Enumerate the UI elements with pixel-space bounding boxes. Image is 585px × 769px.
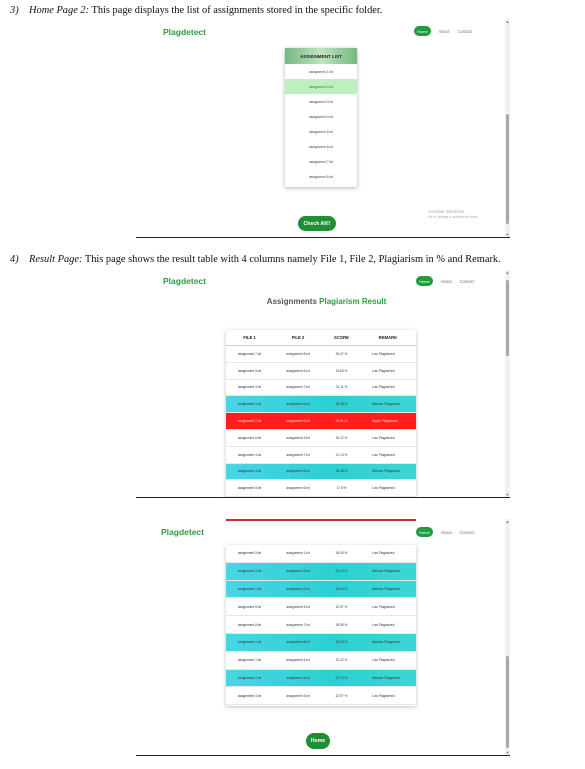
section-caption-result-page [10,253,501,266]
cell-file-1: assignment 6.txt [237,435,262,440]
cell-file-1: assignment 3.txt [237,402,262,407]
cell-file-1: assignment 8.txt [237,486,262,491]
assignment-list-item[interactable]: assignment 7.txt [308,159,333,164]
cell-file-1: assignment 4.txt [237,693,262,698]
table-body [226,545,416,705]
cell-remark: Low Plagiarized [372,693,395,698]
column-header-score: SCORE [334,335,349,340]
assignment-list-heading: ASSIGNMENT LIST [285,48,357,64]
cell-file-1: assignment 5.txt [237,551,262,556]
cell-score: 22.97 % [335,604,348,609]
cell-file-2: assignment 2.txt [286,586,310,591]
result-page-screenshot [148,270,510,497]
scroll-down-arrow-icon[interactable]: ▼ [505,232,510,237]
screenshot-baseline [136,237,510,238]
cell-file-2: assignment 6.txt [286,486,310,491]
cell-file-2: assignment 8.txt [286,640,310,645]
cell-score: 13.63 % [335,368,348,373]
cell-file-1: assignment 5.txt [237,368,262,373]
cell-score: 63.38 % [335,469,348,474]
cell-score: 21.11 % [335,385,348,390]
cell-file-1: assignment 3.txt [237,385,262,390]
table-row [226,545,416,563]
table-top-edge [226,519,416,521]
assignment-list-items [285,64,357,184]
top-nav [416,527,474,537]
cell-remark: Low Plagiarized [372,385,395,390]
cell-file-2: assignment 5.txt [286,693,310,698]
cell-remark: Medium Plagiarized [372,469,400,474]
section-title: Home Page 2: [29,5,90,16]
cell-score: 22.97 % [335,693,348,698]
scrollbar-thumb[interactable] [506,114,509,224]
table-row [226,363,416,380]
table-row [226,346,416,363]
table-row [226,687,416,705]
cell-remark: Highly Plagiarized [372,419,398,424]
cell-score: 64.94 % [335,586,348,591]
home-button[interactable]: Home [306,733,330,749]
cell-file-2: assignment 5.txt [286,604,310,609]
nav-home-button[interactable]: Home [416,276,433,286]
section-title: Result Page: [29,254,83,265]
table-row [226,581,416,599]
title-accent: Plagiarism Result [319,297,387,306]
cell-file-2: assignment 5.txt [286,419,310,424]
table-row [226,447,416,464]
page-scrollbar[interactable] [505,19,510,237]
cell-score: 31.22 % [335,658,348,663]
cell-file-2: assignment 7.txt [286,452,310,457]
cell-remark: Low Plagiarized [372,368,395,373]
cell-remark: Low Plagiarized [372,351,395,356]
cell-score: 26.00 % [335,551,348,556]
assignment-list-panel [285,48,357,187]
screenshot-baseline [136,755,510,756]
table-body [226,346,416,497]
cell-remark: Medium Plagiarized [372,569,400,574]
section-text: This page shows the result table with 4 columns namely File 1, File 2, Plagiarism in % and Remark. [82,254,501,265]
result-page-scrolled-screenshot [148,519,510,755]
page-scrollbar[interactable] [505,519,510,755]
nav-home-button[interactable]: Home [416,527,433,537]
scrollbar-thumb[interactable] [506,280,509,356]
cell-file-2: assignment 7.txt [286,622,310,627]
cell-remark: Medium Plagiarized [372,402,400,407]
cell-file-1: assignment 1.txt [237,640,262,645]
activate-windows-watermark [428,209,478,220]
plagiarism-result-table [226,330,416,497]
section-text: This page displays the list of assignments stored in the specific folder. [89,5,383,16]
cell-score: 63.60 % [335,640,348,645]
cell-file-2: assignment 7.txt [286,385,310,390]
cell-remark: Medium Plagiarized [372,675,400,680]
result-page-title [148,297,505,306]
table-row [226,396,416,413]
cell-file-1: assignment 1.txt [237,658,262,663]
brand-logo[interactable]: Plagdetect [163,27,206,37]
table-row [226,413,416,430]
table-header-row [226,330,416,346]
cell-score: 90.91 % [335,419,348,424]
cell-remark: Low Plagiarized [372,604,395,609]
nav-about-link[interactable]: About [440,529,452,535]
assignment-list-item[interactable]: assignment 6.txt [308,144,333,149]
cell-file-2: assignment 5.txt [286,351,310,356]
assignment-list-item[interactable]: assignment 8.txt [308,174,333,179]
title-plain: Assignments [266,297,317,306]
scroll-up-arrow-icon[interactable]: ▲ [505,19,510,24]
table-row [226,634,416,652]
table-row [226,616,416,634]
cell-file-2: assignment 6.txt [286,469,310,474]
scrollbar-thumb[interactable] [506,656,509,748]
plagiarism-result-table-scrolled [226,545,416,706]
cell-remark: Low Plagiarized [372,658,395,663]
nav-home-button[interactable]: Home [414,26,431,36]
brand-logo[interactable]: Plagdetect [161,527,204,537]
cell-file-2: assignment 3.txt [286,435,310,440]
nav-contact-link[interactable]: Contact [459,278,475,284]
section-number: 4) [10,254,19,265]
cell-file-2: assignment 1.txt [286,551,310,556]
table-row [226,430,416,447]
assignment-list-item[interactable]: assignment 1.txt [308,69,333,74]
cell-file-1: assignment 4.txt [237,452,262,457]
cell-file-1: assignment 2.txt [237,419,262,424]
table-row [226,480,416,497]
cell-file-1: assignment 7.txt [237,351,262,356]
cell-remark: Low Plagiarized [372,622,395,627]
cell-remark: Low Plagiarized [372,452,395,457]
scroll-up-arrow-icon[interactable]: ▲ [505,519,510,524]
column-header-file-1: FILE 1 [243,335,256,340]
page-scrollbar[interactable] [505,270,510,497]
section-number: 3) [10,5,19,16]
cell-file-1: assignment 8.txt [237,622,262,627]
cell-file-1: assignment 1.txt [237,586,262,591]
column-header-file-2: FILE 2 [291,335,305,340]
cell-score: 26.67 % [335,351,348,356]
cell-file-1: assignment 4.txt [237,469,262,474]
cell-file-2: assignment 4.txt [286,675,310,680]
section-caption-home-page-2 [10,4,382,17]
table-row [226,464,416,481]
cell-file-1: assignment 2.txt [237,569,262,574]
watermark-line-1: Activate Windows [428,209,465,214]
cell-remark: Low Plagiarized [372,435,395,440]
cell-score: 67.12 % [335,675,348,680]
home-page-2-screenshot [148,19,510,237]
cell-score: 63.38 % [335,402,348,407]
cell-file-1: assignment 2.txt [237,675,262,680]
cell-file-1: assignment 8.txt [237,604,262,609]
top-nav [414,26,472,36]
cell-remark: Low Plagiarized [372,486,395,491]
cell-score: 67.12 % [335,569,348,574]
scroll-up-arrow-icon[interactable]: ▲ [505,270,510,275]
watermark-line-2: Go to Settings to activate Windows. [428,214,479,219]
cell-score: 21.14 % [335,452,348,457]
cell-score: 17.8 % [336,486,347,491]
cell-remark: Medium Plagiarized [372,640,400,645]
cell-remark: Low Plagiarized [372,551,395,556]
top-nav [416,276,474,286]
scroll-down-arrow-icon[interactable]: ▼ [505,492,510,497]
scroll-down-arrow-icon[interactable]: ▼ [505,750,510,755]
cell-remark: Medium Plagiarized [372,586,400,591]
nav-about-link[interactable]: About [438,28,450,34]
assignment-list-item[interactable]: assignment 3.txt [308,99,333,104]
table-row [226,380,416,397]
check-all-button[interactable]: Check All!! [298,216,336,231]
assignment-list-item[interactable]: assignment 5.txt [308,129,333,134]
nav-contact-link[interactable]: Contact [459,529,475,535]
table-row [226,670,416,688]
cell-file-2: assignment 3.txt [286,569,310,574]
assignment-list-item[interactable]: assignment 4.txt [308,114,333,119]
cell-file-2: assignment 6.txt [286,402,310,407]
cell-file-2: assignment 6.txt [286,368,310,373]
cell-file-2: assignment 4.txt [286,658,310,663]
table-row [226,652,416,670]
table-row [226,563,416,581]
assignment-list-item[interactable]: assignment 2.txt [285,79,357,94]
column-header-remark: REMARK [378,335,398,340]
cell-score: 34.22 % [335,435,348,440]
cell-score: 28.95 % [335,622,348,627]
screenshot-baseline [136,497,510,498]
table-row [226,598,416,616]
brand-logo[interactable]: Plagdetect [163,276,206,286]
nav-contact-link[interactable]: Contact [457,28,473,34]
nav-about-link[interactable]: About [440,278,452,284]
